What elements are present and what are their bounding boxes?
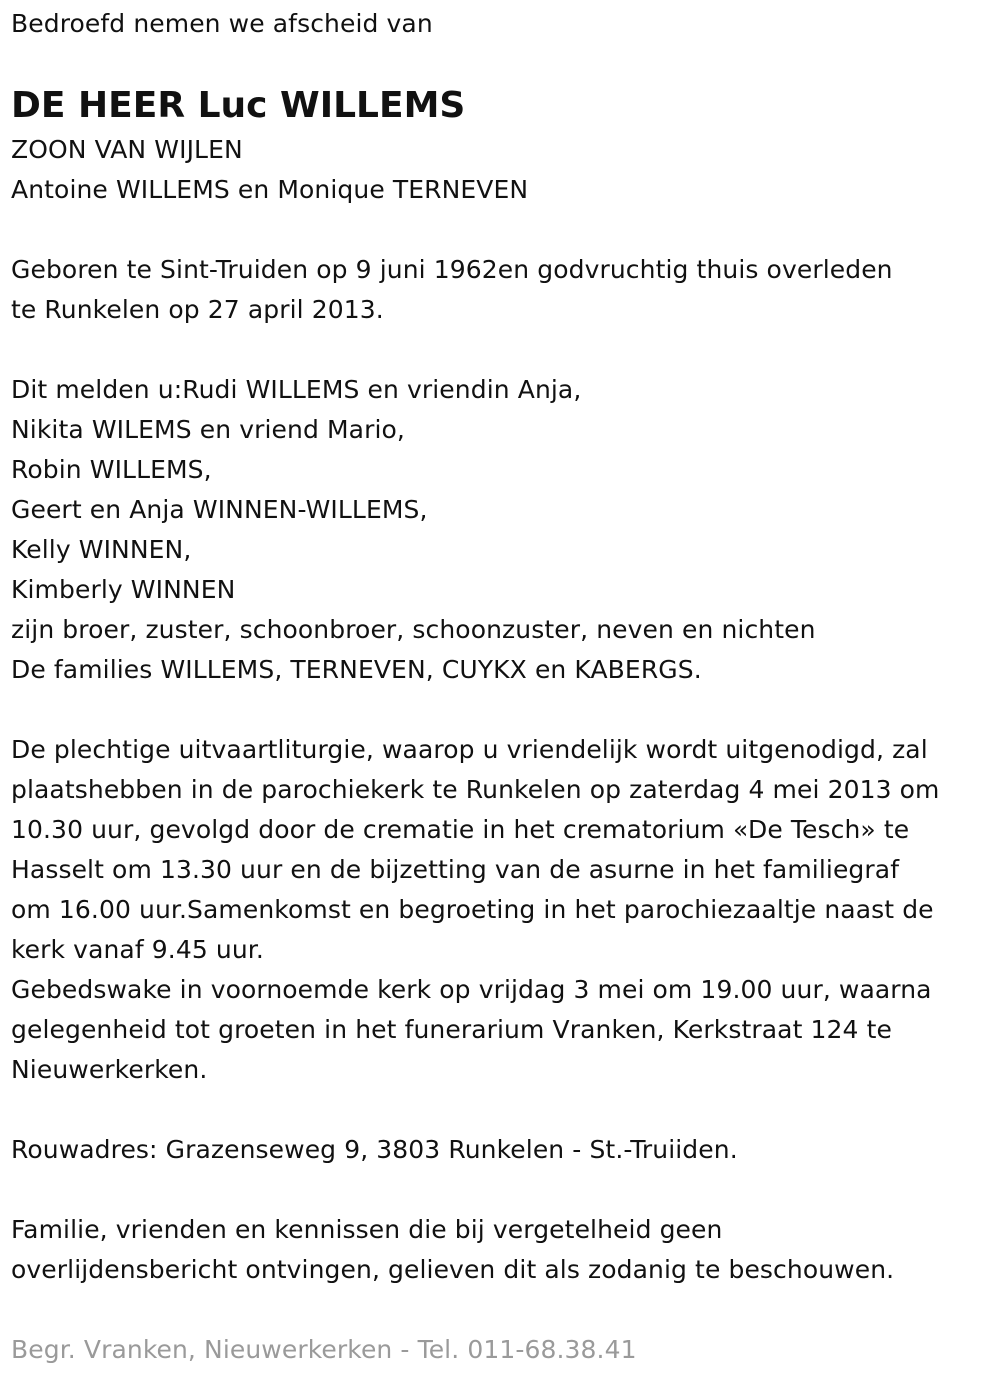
birth-death-line: Geboren te Sint-Truiden op 9 juni 1962en godvruchtig thuis overleden: [11, 255, 893, 284]
mourners-block: [11, 370, 996, 690]
intro-text: Bedroefd nemen we afscheid van: [11, 9, 433, 38]
mourning-address: Rouwadres: Grazenseweg 9, 3803 Runkelen - St.-Truiiden.: [11, 1135, 738, 1164]
mourners-line: Kelly WINNEN,: [11, 535, 192, 564]
parents-line: ZOON VAN WIJLEN: [11, 135, 243, 164]
funeral-line: De plechtige uitvaartliturgie, waarop u vriendelijk wordt uitgenodigd, zal: [11, 735, 928, 764]
funeral-line: Nieuwerkerken.: [11, 1055, 208, 1084]
spacer: [11, 1290, 996, 1330]
spacer: [11, 690, 996, 730]
deceased-name: DE HEER Luc WILLEMS: [11, 85, 466, 126]
mourners-line: Nikita WILEMS en vriend Mario,: [11, 415, 405, 444]
funeral-line: Gebedswake in voornoemde kerk op vrijdag 3 mei om 19.00 uur, waarna: [11, 975, 932, 1004]
mourners-line: Geert en Anja WINNEN-WILLEMS,: [11, 495, 428, 524]
mourners-line: Kimberly WINNEN: [11, 575, 236, 604]
notice-line: Familie, vrienden en kennissen die bij vergetelheid geen: [11, 1215, 723, 1244]
spacer: [11, 330, 996, 370]
spacer: [11, 210, 996, 250]
obituary-notice: [11, 4, 996, 1370]
birth-death-block: [11, 250, 996, 330]
funeral-line: om 16.00 uur.Samenkomst en begroeting in het parochiezaaltje naast de: [11, 895, 934, 924]
funeral-details-block: [11, 730, 996, 1090]
funeral-line: 10.30 uur, gevolgd door de crematie in het crematorium «De Tesch» te: [11, 815, 910, 844]
notice-block: [11, 1210, 996, 1290]
mourners-line: Robin WILLEMS,: [11, 455, 212, 484]
funeral-line: plaatshebben in de parochiekerk te Runkelen op zaterdag 4 mei 2013 om: [11, 775, 940, 804]
mourners-line: Dit melden u:Rudi WILLEMS en vriendin Anja,: [11, 375, 582, 404]
birth-death-line: te Runkelen op 27 april 2013.: [11, 295, 384, 324]
spacer: [11, 1170, 996, 1210]
funeral-line: gelegenheid tot groeten in het funerarium Vranken, Kerkstraat 124 te: [11, 1015, 892, 1044]
funeral-line: kerk vanaf 9.45 uur.: [11, 935, 264, 964]
funeral-line: Hasselt om 13.30 uur en de bijzetting van de asurne in het familiegraf: [11, 855, 900, 884]
parents-line: Antoine WILLEMS en Monique TERNEVEN: [11, 175, 529, 204]
mourners-line: zijn broer, zuster, schoonbroer, schoonzuster, neven en nichten: [11, 615, 816, 644]
notice-line: overlijdensbericht ontvingen, gelieven dit als zodanig te beschouwen.: [11, 1255, 895, 1284]
spacer: [11, 1090, 996, 1130]
parents-block: [11, 130, 996, 210]
undertaker-footer: Begr. Vranken, Nieuwerkerken - Tel. 011-68.38.41: [11, 1335, 637, 1364]
mourners-line: De families WILLEMS, TERNEVEN, CUYKX en KABERGS.: [11, 655, 702, 684]
